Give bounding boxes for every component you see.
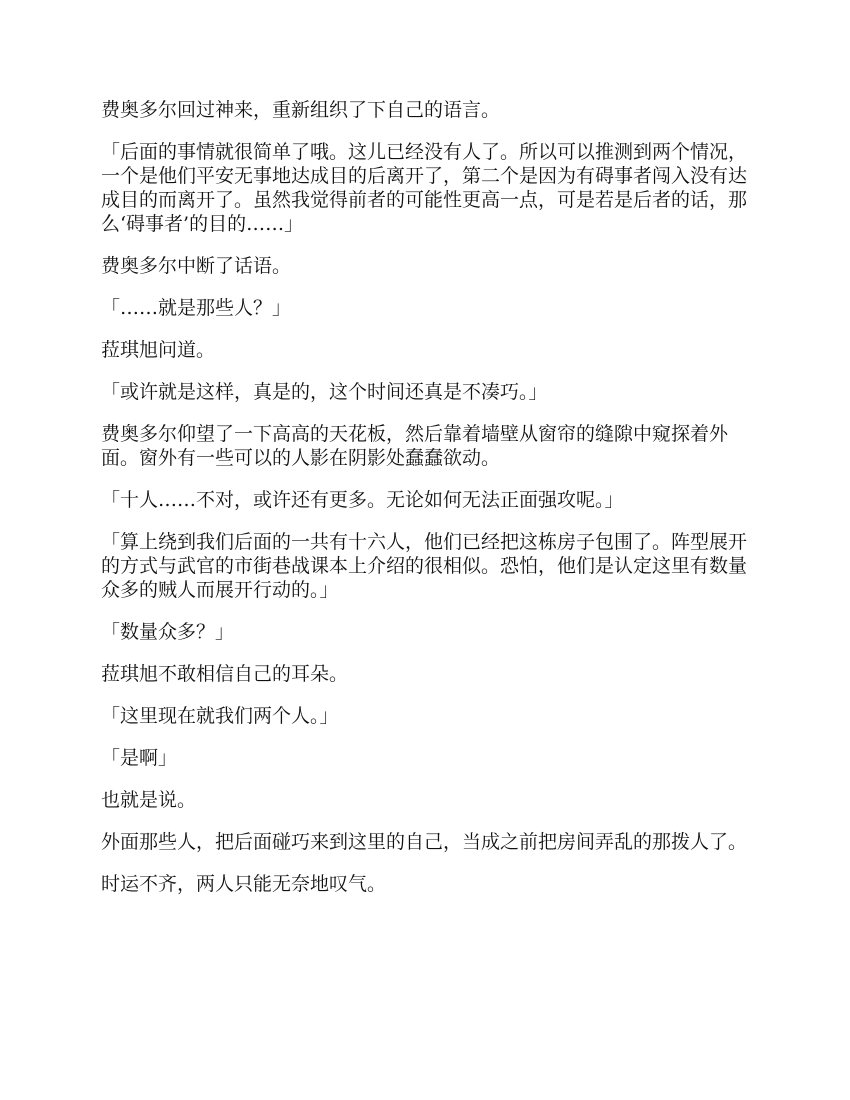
paragraph: 「十人……不对，或许还有更多。无论如何无法正面强攻呢。」 bbox=[101, 489, 624, 511]
paragraph: 「算上绕到我们后面的一共有十六人，他们已经把这栋房子包围了。阵型展开的方式与武官的市街巷战课本上介绍的很相似。恐怕，他们是认定这里有数量众多的贼人而展开行动的。」 bbox=[101, 531, 748, 601]
paragraph: 菈琪旭问道。 bbox=[101, 339, 216, 361]
paragraph: 「数量众多？」 bbox=[101, 621, 235, 643]
paragraph: 「后面的事情就很简单了哦。这儿已经没有人了。所以可以推测到两个情况，一个是他们平安无事地达成目的后离开了，第二个是因为有碍事者闯入没有达成目的而离开了。虽然我觉得前者的可能性更高一点，可是若是后者的话，那么‘碍事者’的目的……」 bbox=[101, 141, 748, 235]
paragraph: 「这里现在就我们两个人。」 bbox=[101, 705, 339, 727]
paragraph: 「是啊」 bbox=[101, 747, 178, 769]
paragraph: 费奥多尔中断了话语。 bbox=[101, 255, 292, 277]
paragraph: 菈琪旭不敢相信自己的耳朵。 bbox=[101, 663, 349, 685]
paragraph: 费奥多尔回过神来，重新组织了下自己的语言。 bbox=[101, 99, 501, 121]
paragraph: 外面那些人，把后面碰巧来到这里的自己，当成之前把房间弄乱的那拨人了。 bbox=[101, 831, 748, 853]
paragraph: 也就是说。 bbox=[101, 789, 197, 811]
document-page bbox=[101, 98, 751, 914]
paragraph: 费奥多尔仰望了一下高高的天花板，然后靠着墙壁从窗帘的缝隙中窥探着外面。窗外有一些可以的人影在阴影处蠢蠢欲动。 bbox=[101, 423, 729, 469]
paragraph: 「或许就是这样，真是的，这个时间还真是不凑巧。」 bbox=[101, 381, 548, 403]
paragraph: 「……就是那些人？」 bbox=[101, 297, 292, 319]
paragraph: 时运不齐，两人只能无奈地叹气。 bbox=[101, 873, 387, 895]
